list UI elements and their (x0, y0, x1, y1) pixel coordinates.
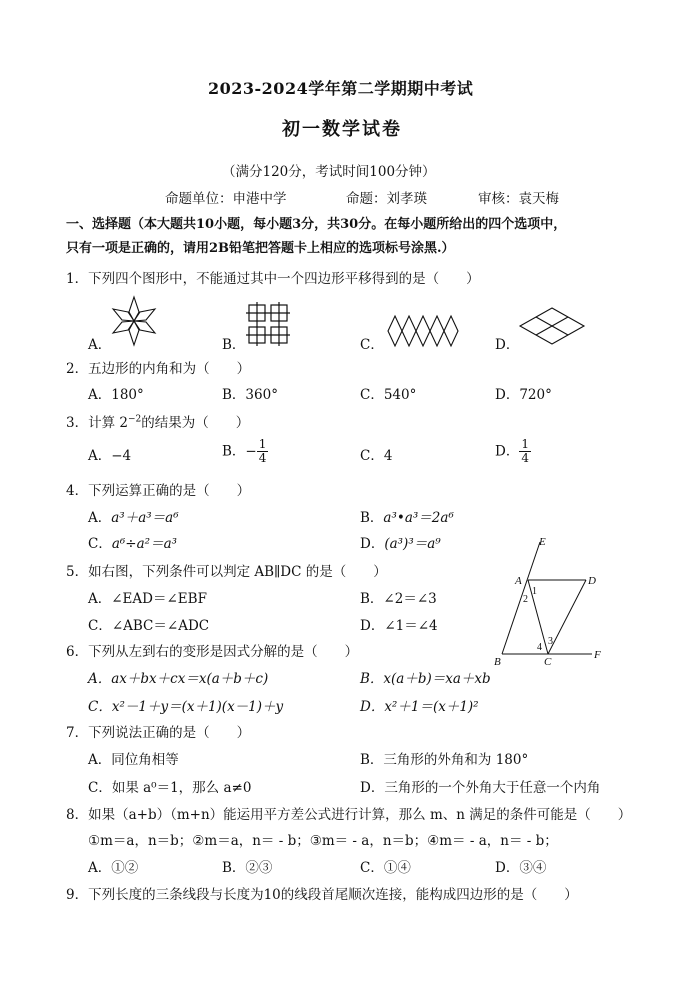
label-D: D (588, 575, 596, 587)
fraction-numerator: 1 (521, 437, 529, 451)
question-9-stem: 9．下列长度的三条线段与长度为10的线段首尾顺次连接，能构成四边形的是（ ） (66, 887, 578, 903)
q2-option-d: D．720° (495, 387, 552, 403)
fraction-denominator: 4 (258, 451, 267, 465)
section-instructions-line1: 一、选择题（本大题共10小题，每小题3分，共30分。在每小题所给出的四个选项中， (66, 217, 567, 232)
angle-label-3: 3 (548, 636, 553, 647)
q1-option-b: B． (222, 337, 246, 353)
q7-option-c: C．如果 a⁰＝1，那么 a≠0 (88, 780, 252, 796)
q3-option-d-label: D． (495, 443, 520, 460)
exam-note: （满分120分，考试时间100分钟） (222, 164, 436, 180)
q1-option-c: C． (360, 337, 384, 353)
label-A: A (515, 575, 522, 587)
question-4-stem: 4．下列运算正确的是（ ） (66, 483, 251, 499)
option-expression: a³＋a³＝a⁶ (111, 510, 179, 526)
option-label: A． (88, 510, 112, 526)
parallelogram-figure (488, 532, 608, 668)
q5-option-c: C．∠ABC＝∠ADC (88, 618, 210, 634)
angle-label-1: 1 (532, 586, 537, 597)
q3-option-c: C．4 (360, 448, 393, 464)
question-5-stem: 5．如右图，下列条件可以判定 AB∥DC 的是（ ） (66, 564, 387, 580)
q8-option-a: A．①② (88, 860, 139, 876)
label-C: C (544, 656, 552, 668)
q3-option-b (222, 438, 268, 465)
square-grid-figure (246, 302, 290, 346)
q6-option-d: D．x²＋1＝(x＋1)² (360, 699, 479, 715)
q6-option-b: B．x(a＋b)＝xa＋xb (360, 671, 491, 687)
q3-stem-pre: 3．计算 2 (66, 415, 128, 431)
q3-option-b-fraction (257, 438, 269, 465)
question-2-stem: 2．五边形的内角和为（ ） (66, 361, 251, 377)
q4-option-a (88, 509, 179, 527)
q4-option-b (360, 509, 454, 527)
angle-label-4: 4 (537, 642, 542, 653)
q3-stem-exponent: −2 (127, 414, 142, 425)
fraction-numerator: 1 (258, 437, 267, 451)
q1-option-a: A． (88, 337, 112, 353)
section-instructions-line2: 只有一项是正确的，请用2B铅笔把答题卡上相应的选项标号涂黑.） (66, 241, 455, 256)
q8-option-c: C．①④ (360, 860, 411, 876)
q2-option-c: C．540° (360, 387, 417, 403)
exam-subtitle: 初一数学试卷 (282, 119, 402, 140)
q2-option-a: A．180° (88, 387, 144, 403)
angle-label-2: 2 (523, 594, 528, 605)
q2-option-b: B．360° (222, 387, 278, 403)
reviewer-label: 审核：袁天梅 (478, 191, 559, 207)
q4-option-d (360, 535, 441, 553)
q3-option-b-label: B．− (222, 443, 257, 460)
q7-option-d: D．三角形的一个外角大于任意一个内角 (360, 780, 601, 796)
label-B: B (494, 656, 501, 668)
q7-option-a: A．同位角相等 (88, 752, 179, 768)
q5-option-a: A．∠EAD＝∠EBF (88, 591, 207, 607)
q5-option-b: B．∠2＝∠3 (360, 591, 437, 607)
option-expression: a³•a³＝2a⁶ (383, 510, 454, 526)
rhombus-grid-figure (518, 306, 586, 346)
exam-title: 2023-2024学年第二学期期中考试 (208, 79, 474, 98)
question-1-stem: 1．下列四个图形中，不能通过其中一个四边形平移得到的是（ ） (66, 271, 480, 287)
unit-label: 命题单位：申港中学 (165, 191, 287, 207)
option-label: D． (360, 536, 385, 552)
diamond-row-figure (386, 314, 460, 348)
option-label: B． (360, 510, 384, 526)
q8-conditions: ①m＝a，n＝b；②m＝a，n＝ - b；③m＝ - a，n＝b；④m＝ - a，n＝ - b； (88, 833, 558, 849)
q3-option-d-fraction (519, 438, 531, 465)
fraction-denominator: 4 (521, 451, 529, 465)
star-figure (108, 295, 160, 347)
option-label: C． (88, 536, 112, 552)
question-7-stem: 7．下列说法正确的是（ ） (66, 725, 251, 741)
label-E: E (539, 536, 546, 548)
line-DC (548, 580, 586, 654)
q1-option-d: D． (495, 337, 520, 353)
q7-option-b: B．三角形的外角和为 180° (360, 752, 529, 768)
option-expression: (a³)³＝a⁹ (384, 536, 441, 552)
author-label: 命题：刘孝瑛 (346, 191, 427, 207)
question-8-stem: 8．如果（a+b）（m+n）能运用平方差公式进行计算，那么 m、n 满足的条件可能是（ ） (66, 807, 632, 823)
q5-option-d: D．∠1＝∠4 (360, 618, 438, 634)
q3-stem-post: 的结果为（ ） (141, 415, 250, 431)
q8-option-b: B．②③ (222, 860, 273, 876)
q3-option-a: A．−4 (88, 448, 132, 464)
line-BE (502, 542, 540, 654)
q8-option-d: D．③④ (495, 860, 547, 876)
q4-option-c (88, 535, 177, 553)
label-F: F (594, 649, 601, 661)
q6-option-a: A．ax＋bx＋cx＝x(a＋b＋c) (88, 671, 269, 687)
question-6-stem: 6．下列从左到右的变形是因式分解的是（ ） (66, 644, 359, 660)
q3-option-d (495, 438, 531, 465)
q6-option-c: C．x²－1＋y＝(x＋1)(x－1)＋y (88, 699, 284, 715)
question-3-stem (66, 414, 249, 432)
option-expression: a⁶÷a²＝a³ (111, 536, 178, 552)
